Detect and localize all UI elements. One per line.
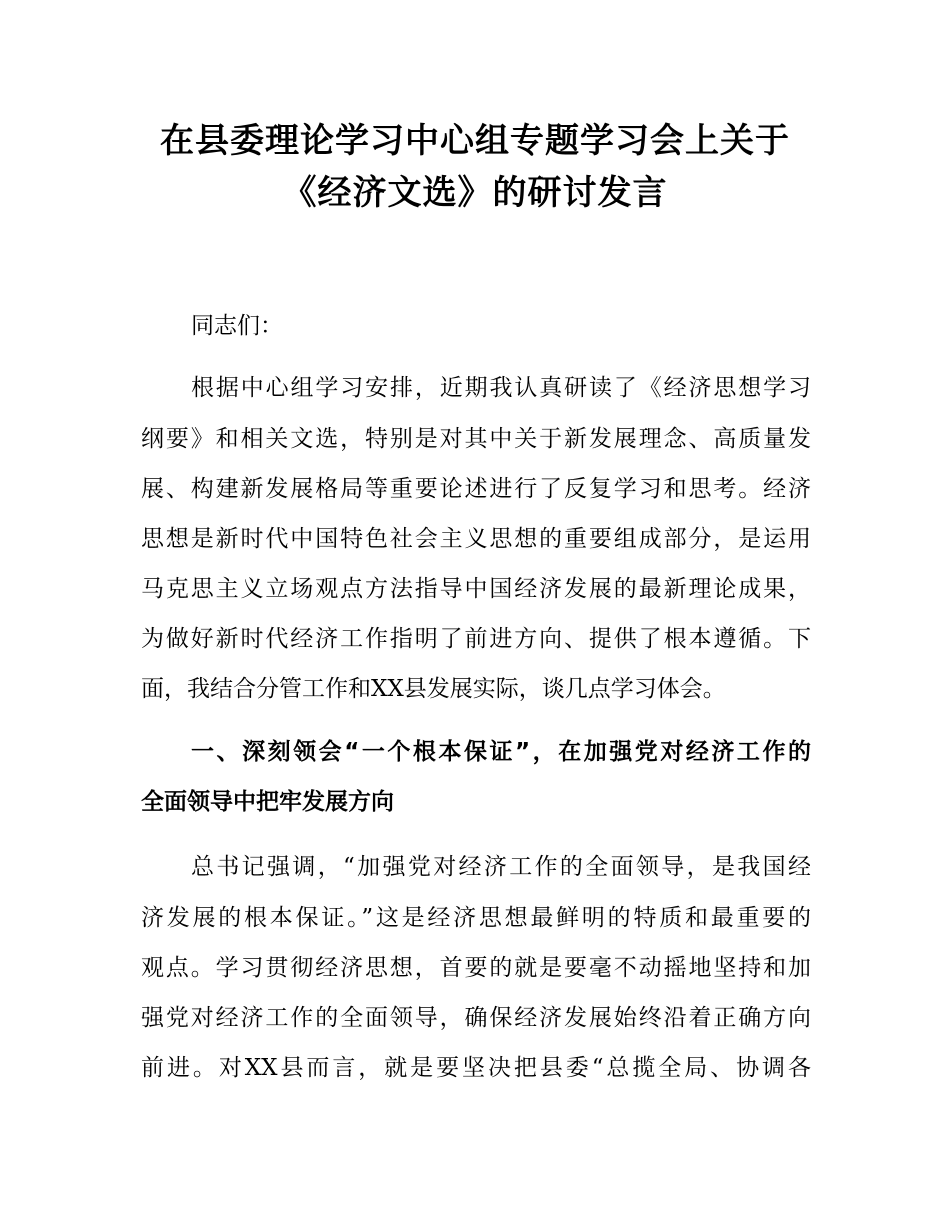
paragraph-1-line-3: 展、构建新发展格局等重要论述进行了反复学习和思考。经济 bbox=[141, 476, 811, 502]
paragraph-2-line-5: 前进。对XX县而言，就是要坚决把县委“总揽全局、协调各 bbox=[141, 1055, 811, 1081]
paragraph-1-line-5: 马克思主义立场观点方法指导中国经济发展的最新理论成果， bbox=[141, 576, 811, 602]
paragraph-1-line-1: 根据中心组学习安排，近期我认真研读了《经济思想学习 bbox=[191, 375, 811, 401]
paragraph-1-line-6: 为做好新时代经济工作指明了前进方向、提供了根本遵循。下 bbox=[141, 626, 811, 652]
document-title-line-1: 在县委理论学习中心组专题学习会上关于 bbox=[160, 121, 790, 161]
paragraph-2-line-4: 强党对经济工作的全面领导，确保经济发展始终沿着正确方向 bbox=[141, 1005, 811, 1031]
paragraph-1-line-4: 思想是新时代中国特色社会主义思想的重要组成部分，是运用 bbox=[141, 526, 811, 552]
paragraph-1-line-7: 面，我结合分管工作和XX县发展实际，谈几点学习体会。 bbox=[141, 676, 726, 702]
paragraph-2-line-2: 济发展的根本保证。”这是经济思想最鲜明的特质和最重要的 bbox=[141, 905, 811, 931]
section-heading-1-line-1: 一、深刻领会“一个根本保证”，在加强党对经济工作的 bbox=[191, 739, 811, 765]
section-heading-1-line-2: 全面领导中把牢发展方向 bbox=[141, 789, 394, 815]
paragraph-1-line-2: 纲要》和相关文选，特别是对其中关于新发展理念、高质量发 bbox=[141, 426, 811, 452]
document-title-line-2: 《经济文选》的研讨发言 bbox=[282, 173, 668, 213]
salutation: 同志们： bbox=[191, 313, 283, 339]
paragraph-2-line-1: 总书记强调，“加强党对经济工作的全面领导，是我国经 bbox=[191, 854, 811, 880]
paragraph-2-line-3: 观点。学习贯彻经济思想，首要的就是要毫不动摇地坚持和加 bbox=[141, 955, 811, 981]
